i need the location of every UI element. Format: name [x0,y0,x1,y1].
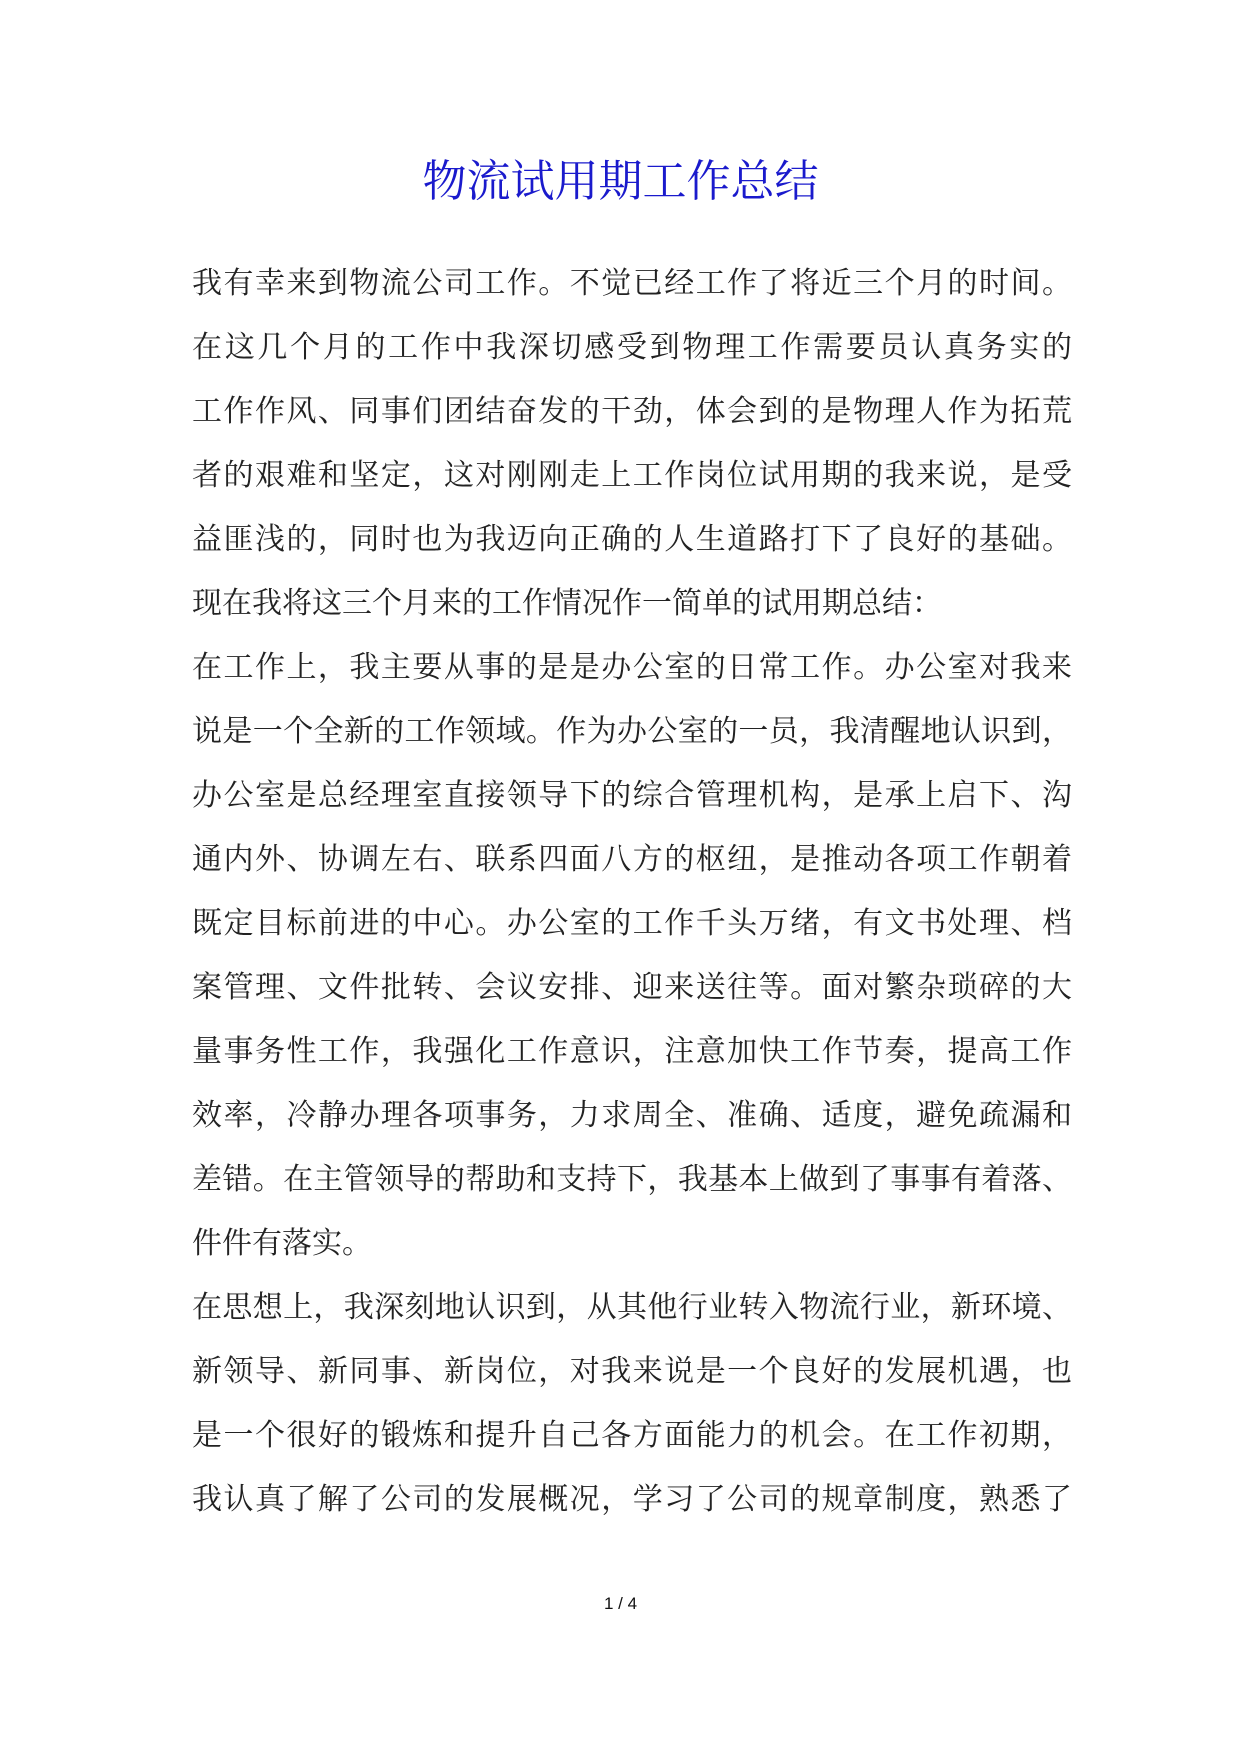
document-title: 物流试用期工作总结 [422,156,819,207]
text-line: 差错。在主管领导的帮助和支持下，我基本上做到了事事有着落、 [192,1162,1072,1197]
document-body [192,252,1072,1532]
text-line: 我有幸来到物流公司工作。不觉已经工作了将近三个月的时间。 [192,266,1072,301]
text-line: 新领导、新同事、新岗位，对我来说是一个良好的发展机遇，也 [192,1354,1072,1389]
text-line: 说是一个全新的工作领域。作为办公室的一员，我清醒地认识到， [192,714,1072,749]
text-line: 效率，冷静办理各项事务，力求周全、准确、适度，避免疏漏和 [192,1098,1072,1133]
text-line: 是一个很好的锻炼和提升自己各方面能力的机会。在工作初期， [192,1418,1072,1453]
text-line: 案管理、文件批转、会议安排、迎来送往等。面对繁杂琐碎的大 [192,970,1072,1005]
text-line: 在工作上，我主要从事的是是办公室的日常工作。办公室对我来 [192,650,1072,685]
text-line: 量事务性工作，我强化工作意识，注意加快工作节奏，提高工作 [192,1034,1072,1069]
text-line: 益匪浅的，同时也为我迈向正确的人生道路打下了良好的基础。 [192,522,1072,557]
text-line: 工作作风、同事们团结奋发的干劲，体会到的是物理人作为拓荒 [192,394,1072,429]
text-line: 我认真了解了公司的发展概况，学习了公司的规章制度，熟悉了 [192,1482,1072,1517]
text-line: 办公室是总经理室直接领导下的综合管理机构，是承上启下、沟 [192,778,1072,813]
text-line: 在思想上，我深刻地认识到，从其他行业转入物流行业，新环境、 [192,1290,1072,1325]
text-line: 在这几个月的工作中我深切感受到物理工作需要员认真务实的 [192,330,1072,365]
text-line: 件件有落实。 [192,1226,372,1261]
text-line: 既定目标前进的中心。办公室的工作千头万绪，有文书处理、档 [192,906,1072,941]
text-line: 通内外、协调左右、联系四面八方的枢纽，是推动各项工作朝着 [192,842,1072,877]
text-line: 现在我将这三个月来的工作情况作一简单的试用期总结： [192,586,942,621]
text-line: 者的艰难和坚定，这对刚刚走上工作岗位试用期的我来说，是受 [192,458,1072,493]
page-number: 1 / 4 [603,1594,638,1613]
